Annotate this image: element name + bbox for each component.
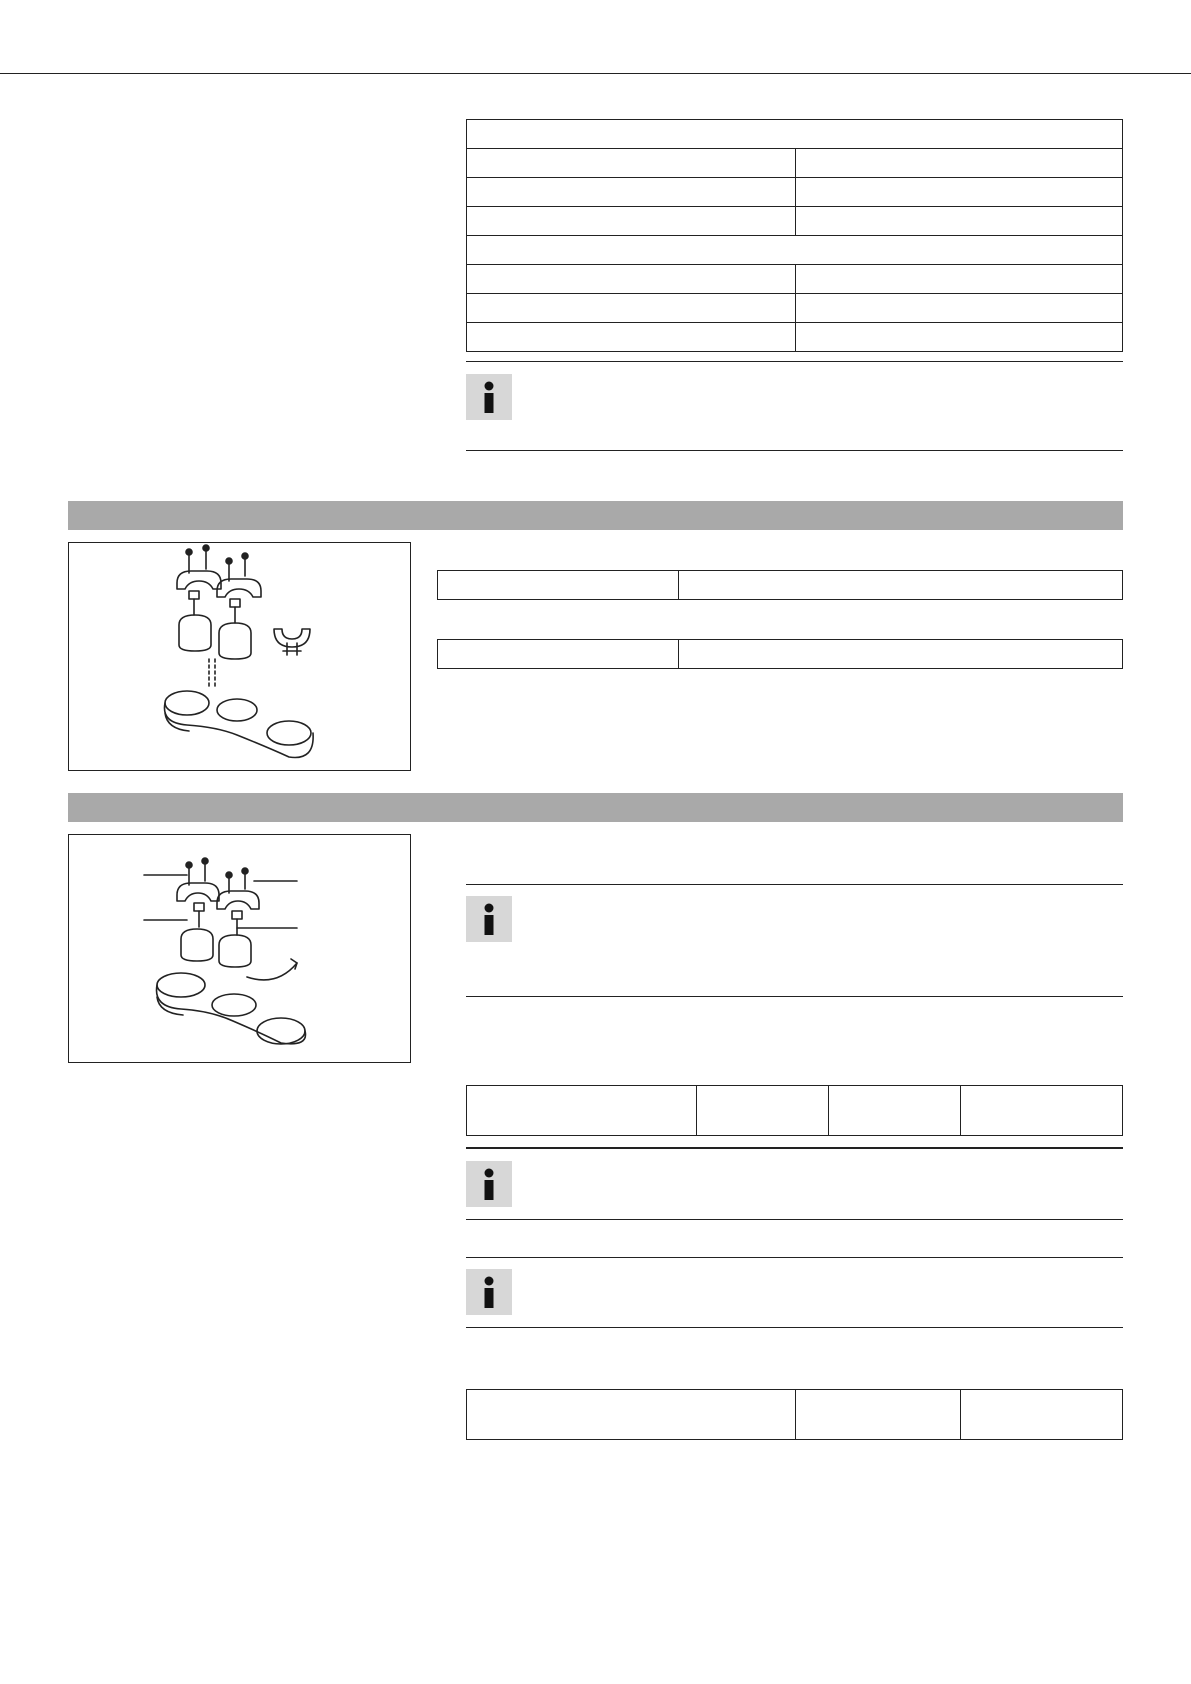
torque-cell (697, 1086, 829, 1136)
torque-table (466, 1085, 1123, 1136)
spec-cell (679, 640, 1123, 669)
handlebar-clamp-figure (68, 542, 411, 771)
spec-cell (796, 294, 1123, 323)
clamp-assembly-diagram-icon (69, 835, 410, 1062)
spec-cell (796, 265, 1123, 294)
torque-cell (796, 1390, 961, 1440)
info-icon (466, 374, 512, 420)
info-icon (466, 1161, 512, 1207)
spec-cell (796, 178, 1123, 207)
info-notice (466, 884, 1123, 997)
spec-cell (679, 571, 1123, 600)
section-heading-bar (68, 501, 1123, 530)
spec-cell (467, 207, 796, 236)
info-icon (466, 896, 512, 942)
section-heading-bar (68, 793, 1123, 822)
spec-cell (796, 207, 1123, 236)
info-notice (466, 1257, 1123, 1328)
spec-cell (438, 640, 679, 669)
handlebar-clamp-assembly-figure (68, 834, 411, 1063)
spec-cell (467, 178, 796, 207)
torque-table (466, 1389, 1123, 1440)
spec-cell (796, 149, 1123, 178)
info-icon (466, 1269, 512, 1315)
spec-table (466, 119, 1123, 352)
spec-group-b-title (467, 236, 1123, 265)
spec-cell (467, 294, 796, 323)
spec-cell (467, 323, 796, 352)
header-rule (0, 73, 1191, 74)
torque-cell (467, 1390, 796, 1440)
torque-cell (829, 1086, 961, 1136)
torque-cell (467, 1086, 697, 1136)
spec-cell (438, 571, 679, 600)
spec-cell (467, 149, 796, 178)
clamp-diagram-icon (69, 543, 410, 770)
spec-cell (796, 323, 1123, 352)
spec-table-small (437, 639, 1123, 669)
info-notice (466, 361, 1123, 451)
info-notice (466, 1147, 1123, 1220)
spec-cell (467, 265, 796, 294)
spec-table-small (437, 570, 1123, 600)
torque-cell (961, 1390, 1123, 1440)
spec-group-a-title (467, 120, 1123, 149)
torque-cell (961, 1086, 1123, 1136)
